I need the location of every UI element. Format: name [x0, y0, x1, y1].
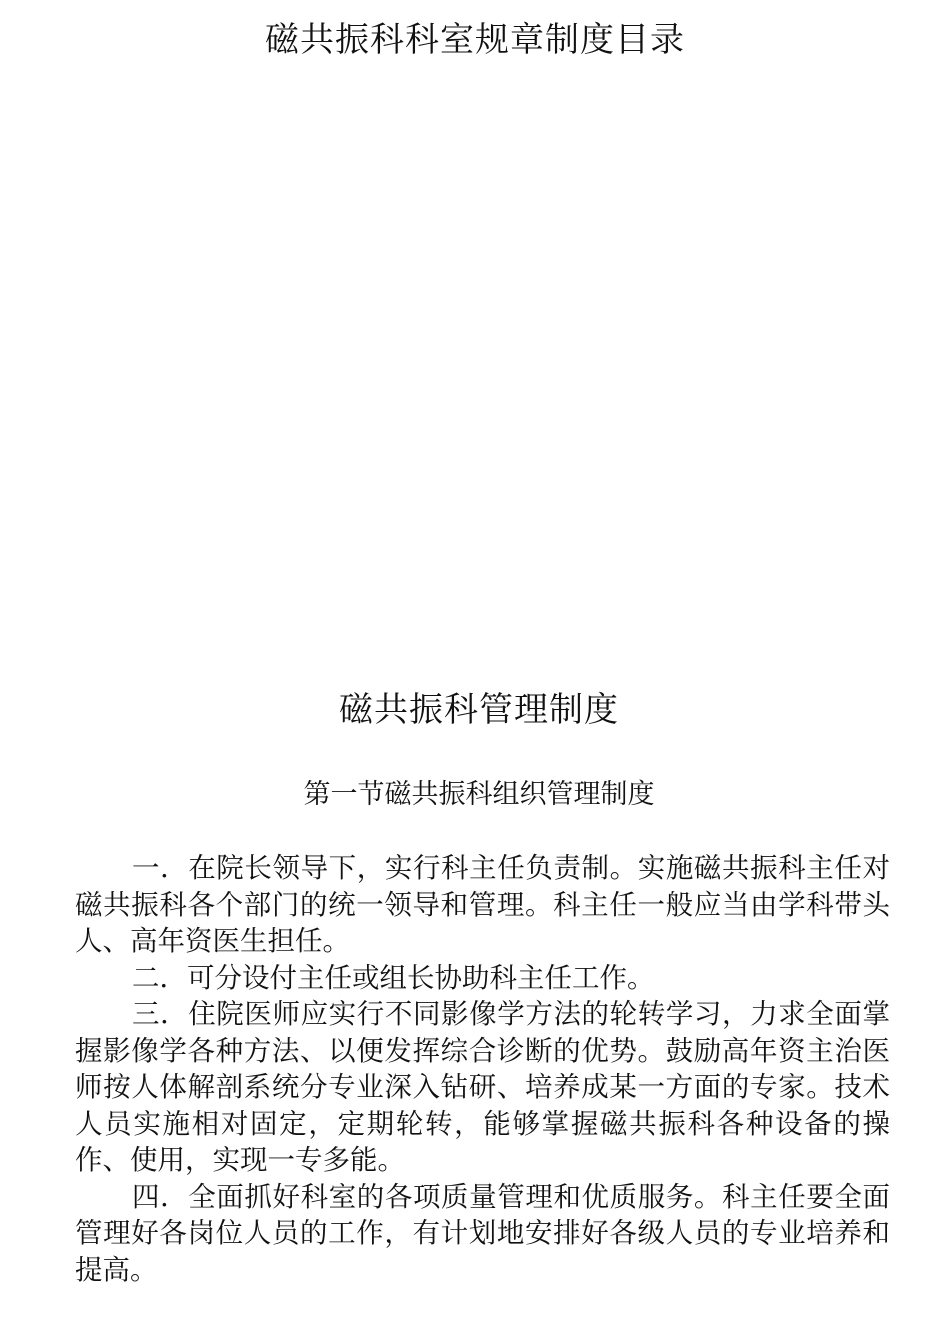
document-body [75, 850, 890, 1288]
section-title: 磁共振科管理制度 [339, 690, 619, 730]
paragraph-4: 四．全面抓好科室的各项质量管理和优质服务。科主任要全面管理好各岗位人员的工作，有计划地安排好各级人员的专业培养和提高。 [75, 1180, 890, 1286]
paragraph-2: 二．可分设付主任或组长协助科主任工作。 [132, 961, 655, 994]
paragraph-1: 一．在院长领导下，实行科主任负责制。实施磁共振科主任对磁共振科各个部门的统一领导和管理。科主任一般应当由学科带头人、高年资医生担任。 [75, 852, 890, 957]
paragraph-3: 三．住院医师应实行不同影像学方法的轮转学习，力求全面掌握影像学各种方法、以便发挥综合诊断的优势。鼓励高年资主治医师按人体解剖系统分专业深入钻研、培养成某一方面的专家。技术人员实施相对固定，定期轮转，能够掌握磁共振科各种设备的操作、使用，实现一专多能。 [75, 998, 890, 1176]
subsection-title: 第一节磁共振科组织管理制度 [303, 779, 655, 810]
document-title: 磁共振科科室规章制度目录 [265, 20, 685, 60]
